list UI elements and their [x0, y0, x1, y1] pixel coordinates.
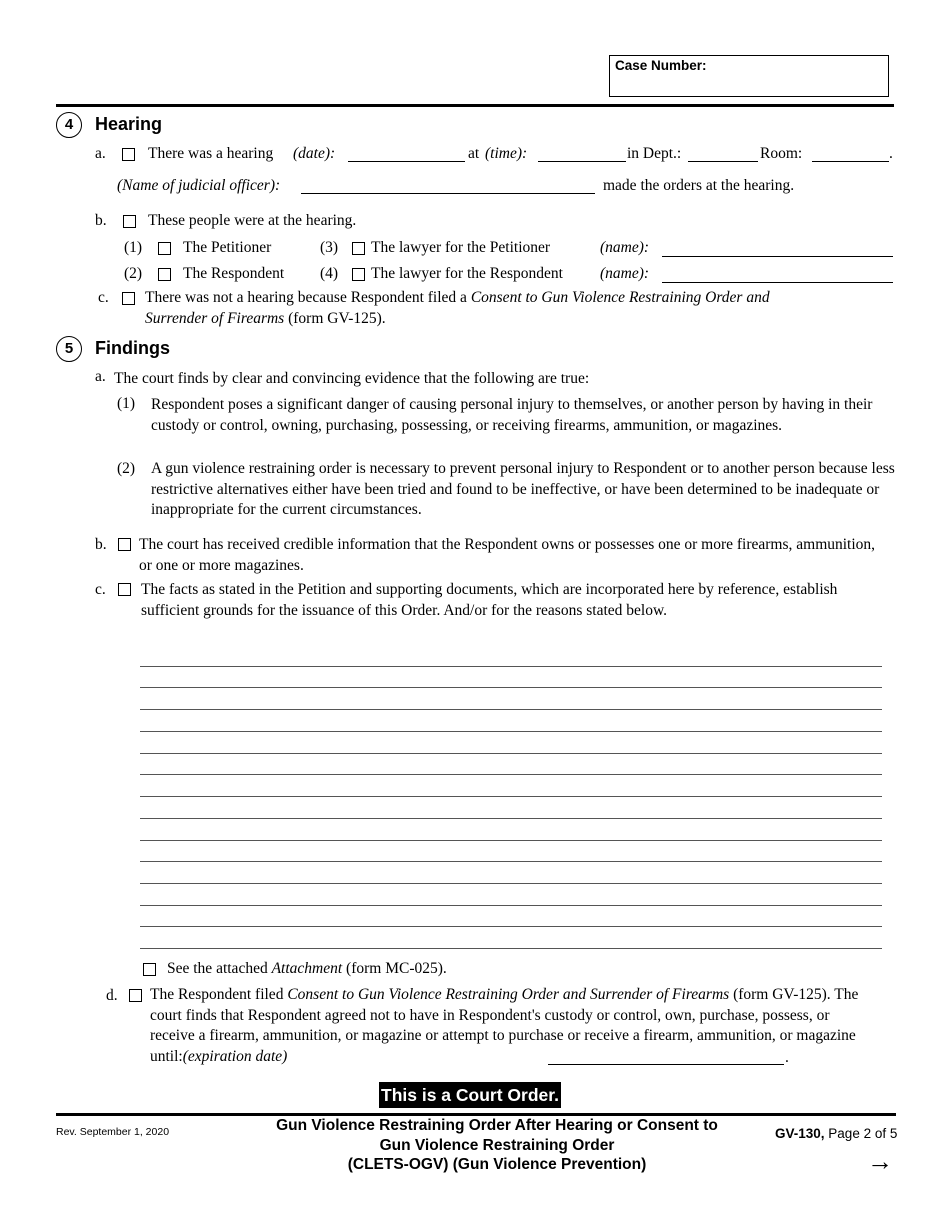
expiration-date-label: (expiration date) [182, 1047, 288, 1065]
reasons-line[interactable] [140, 883, 882, 884]
petitioner-checkbox[interactable] [158, 242, 171, 255]
finding-a-text: The court finds by clear and convincing evidence that the following are true: [114, 370, 590, 387]
hearing-held-checkbox[interactable] [122, 148, 135, 161]
reasons-line[interactable] [140, 796, 882, 797]
consent-filed-text [150, 985, 862, 1067]
attachment-text [167, 959, 447, 979]
consent-form-title-2: Surrender of Firearms [145, 309, 285, 327]
revision-date: Rev. September 1, 2020 [56, 1126, 170, 1138]
consent-form-title-1: Consent to Gun Violence Restraining Order and [470, 289, 770, 306]
judicial-officer-field[interactable] [301, 193, 595, 194]
case-number-label: Case Number: [615, 58, 707, 73]
form-title-line-2: Gun Violence Restraining Order [379, 1136, 615, 1154]
respondent-lawyer-checkbox[interactable] [352, 268, 365, 281]
petitioner-lawyer-name-label: (name): [600, 239, 650, 256]
page-number: Page 2 of 5 [828, 1126, 898, 1141]
item-5c-letter: c. [95, 581, 106, 598]
credible-info-text [139, 535, 879, 576]
reasons-line[interactable] [140, 840, 882, 841]
next-page-arrow-icon[interactable]: → [867, 1146, 893, 1176]
respondent-lawyer-name-field[interactable] [662, 282, 893, 283]
hearing-date-field[interactable] [348, 161, 465, 162]
respondent-checkbox[interactable] [158, 268, 171, 281]
attachment-text-2: (form MC-025). [342, 960, 447, 977]
facts-text [141, 580, 871, 621]
reasons-line[interactable] [140, 753, 882, 754]
people-present-checkbox[interactable] [123, 215, 136, 228]
facts-content: The facts as stated in the Petition and supporting documents, which are incorporated here by reference, establish sufficient grounds for the issuance of this Order. And/or for the reasons stated below. [141, 581, 838, 619]
form-id: GV-130, [775, 1126, 825, 1141]
respondent-lawyer-name-label: (name): [600, 265, 650, 282]
header-rule [56, 104, 894, 107]
credible-info-checkbox[interactable] [118, 538, 131, 551]
expiration-period: . [785, 1049, 789, 1066]
hearing-held-text: There was a hearing [148, 145, 274, 162]
form-page-info [775, 1126, 897, 1141]
dept-field[interactable] [688, 161, 758, 162]
time-label: (time): [485, 145, 528, 162]
consent-filed-text-1: The Respondent filed [150, 986, 288, 1003]
attachment-checkbox[interactable] [143, 963, 156, 976]
section-4-title: Hearing [95, 114, 163, 134]
room-field[interactable] [812, 161, 889, 162]
petitioner-lawyer-num: (3) [320, 239, 339, 256]
attachment-italic: Attachment [271, 960, 343, 977]
finding-a2-num: (2) [117, 460, 136, 477]
form-title [237, 1116, 757, 1175]
dept-label: in Dept.: [627, 145, 682, 162]
reasons-line[interactable] [140, 926, 882, 927]
form-title-line-1: Gun Violence Restraining Order After Hearing or Consent to [276, 1117, 718, 1134]
no-hearing-text [145, 288, 865, 329]
reasons-line[interactable] [140, 666, 882, 667]
expiration-date-field[interactable] [548, 1064, 784, 1065]
court-order-banner [379, 1082, 561, 1108]
credible-info-content: The court has received credible information that the Respondent owns or possesses one or more firearms, ammunition, or one or more magazines. [139, 536, 876, 574]
court-order-text: This is a Court Order. [381, 1085, 559, 1105]
reasons-line[interactable] [140, 687, 882, 688]
reasons-line[interactable] [140, 818, 882, 819]
reasons-line[interactable] [140, 731, 882, 732]
finding-a2-text: A gun violence restraining order is necessary to prevent personal injury to Respondent or to another person because less restrictive alternatives either have been tried and found to be ineffective, or have been determined to be inadequate or inappropriate for the current circumstances. [151, 460, 895, 518]
at-text: at [468, 145, 480, 162]
section-4-number: 4 [56, 112, 82, 138]
item-5d-letter: d. [106, 987, 118, 1004]
item-5a-letter: a. [95, 368, 106, 385]
petitioner-lawyer-name-field[interactable] [662, 256, 893, 257]
judicial-officer-label: (Name of judicial officer): [117, 177, 281, 194]
no-hearing-checkbox[interactable] [122, 292, 135, 305]
attachment-text-1: See the attached [167, 960, 272, 977]
reasons-line[interactable] [140, 774, 882, 775]
respondent-num: (2) [124, 265, 143, 282]
petitioner-lawyer-text: The lawyer for the Petitioner [371, 239, 551, 256]
respondent-lawyer-num: (4) [320, 265, 339, 282]
consent-filed-checkbox[interactable] [129, 989, 142, 1002]
section-5-number: 5 [56, 336, 82, 362]
reasons-line[interactable] [140, 948, 882, 949]
date-label: (date): [293, 145, 336, 162]
respondent-text: The Respondent [183, 265, 285, 282]
finding-a1-text: Respondent poses a significant danger of causing personal injury to themselves, or another person by having in their custody or control, owning, purchasing, possessing, or receiving firearms, ammunition, or magazines. [151, 396, 873, 434]
form-title-line-3: (CLETS-OGV) (Gun Violence Prevention) [347, 1156, 647, 1173]
consent-filed-italic: Consent to Gun Violence Restraining Order and Surrender of Firearms [287, 986, 730, 1003]
petitioner-lawyer-checkbox[interactable] [352, 242, 365, 255]
section-5-title: Findings [95, 338, 170, 358]
item-5b-letter: b. [95, 536, 107, 553]
respondent-lawyer-text: The lawyer for the Respondent [371, 265, 563, 282]
facts-checkbox[interactable] [118, 583, 131, 596]
room-period: . [889, 145, 893, 162]
no-hearing-text-2: (form GV-125). [284, 309, 386, 327]
orders-text: made the orders at the hearing. [603, 177, 795, 194]
finding-a1-num: (1) [117, 395, 136, 412]
item-4c-letter: c. [98, 289, 109, 306]
item-4b-letter: b. [95, 212, 107, 229]
no-hearing-text-1: There was not a hearing because Respondent filed a [145, 289, 471, 306]
hearing-time-field[interactable] [538, 161, 626, 162]
reasons-line[interactable] [140, 905, 882, 906]
case-number-box[interactable] [609, 55, 889, 97]
consent-filed-text-2: (form GV-125). The court finds that Respondent agreed not to have in Respondent's custody or control, own, purchase, possess, or receive a firearm, ammunition, or magazine or attempt to purchase or receive a firearm, ammunition, or magazine until: [150, 986, 859, 1065]
petitioner-text: The Petitioner [183, 239, 272, 256]
reasons-line[interactable] [140, 861, 882, 862]
room-label: Room: [760, 145, 803, 162]
reasons-line[interactable] [140, 709, 882, 710]
item-4a-letter: a. [95, 145, 106, 162]
people-present-text: These people were at the hearing. [148, 212, 357, 229]
petitioner-num: (1) [124, 239, 143, 256]
